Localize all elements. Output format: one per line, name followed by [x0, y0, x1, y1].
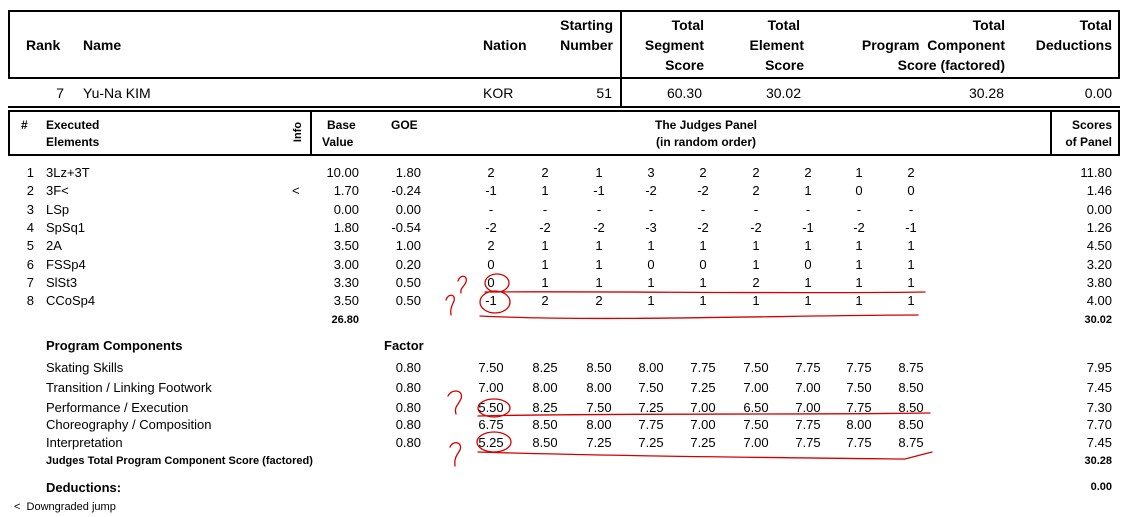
component-judge-score: 7.75 — [690, 360, 716, 375]
judge-score: 1 — [541, 183, 549, 199]
skater-deductions: 0.00 — [1084, 85, 1112, 101]
component-judge-score: 7.25 — [586, 435, 612, 450]
element-name: FSSp4 — [46, 256, 86, 272]
judge-score: 1 — [541, 256, 549, 272]
component-judge-score: 7.00 — [743, 380, 769, 395]
element-panel-score: 3.20 — [1086, 256, 1112, 272]
component-judge-score: 7.25 — [690, 435, 716, 450]
judge-score: 1 — [804, 238, 812, 254]
component-judge-score: 7.25 — [638, 400, 664, 415]
judge-score: 2 — [752, 165, 760, 180]
judge-score: 1 — [855, 165, 863, 180]
component-judge-score: 8.00 — [532, 380, 558, 395]
element-name: 3Lz+3T — [46, 165, 90, 180]
judge-score: - — [805, 201, 811, 217]
judge-score: - — [753, 201, 759, 217]
judge-score: 1 — [855, 256, 863, 272]
judge-score: 1 — [647, 274, 655, 290]
question-mark-2 — [446, 295, 454, 315]
judge-score: 2 — [907, 165, 915, 180]
component-judge-score: 8.50 — [898, 380, 924, 395]
element-base-value: 3.00 — [333, 256, 359, 272]
judge-score: 1 — [699, 274, 707, 290]
judge-score: 1 — [855, 293, 863, 309]
judge-score: 1 — [699, 238, 707, 254]
judge-score: 1 — [647, 238, 655, 254]
pcs-total-value: 30.28 — [1084, 455, 1112, 467]
tss-label-2: Segment — [644, 37, 704, 53]
skater-start-number: 51 — [596, 85, 612, 101]
component-score: 7.70 — [1086, 417, 1112, 432]
pcs-label-2: Program Component — [861, 37, 1005, 53]
element-goe: -0.24 — [391, 183, 421, 199]
element-goe: -0.54 — [391, 219, 421, 235]
component-factor: 0.80 — [395, 400, 421, 415]
question-mark-1 — [458, 276, 466, 293]
element-number: 3 — [26, 201, 34, 217]
judge-score: 1 — [541, 238, 549, 254]
judge-score: 3 — [647, 165, 655, 180]
element-number: 7 — [26, 274, 34, 290]
skater-tes: 30.02 — [765, 85, 801, 101]
elements-header-div-1 — [310, 110, 312, 156]
component-name: Performance / Execution — [46, 400, 189, 415]
tes-label-1: Total — [767, 17, 800, 33]
skater-pcs: 30.28 — [968, 85, 1004, 101]
judge-score: 1 — [595, 256, 603, 272]
judge-score: 1 — [595, 274, 603, 290]
component-judge-score: 7.50 — [586, 400, 612, 415]
elem-executed-label-1: Executed — [46, 118, 100, 132]
component-judge-score: 8.25 — [532, 360, 558, 375]
component-factor: 0.80 — [395, 435, 421, 450]
tss-label-1: Total — [671, 17, 704, 33]
component-judge-score: 8.50 — [586, 360, 612, 375]
question-mark-3 — [448, 391, 461, 414]
tss-label-3: Score — [665, 57, 704, 73]
judge-score: 2 — [487, 165, 495, 180]
judge-score: 1 — [595, 238, 603, 254]
judge-score: 1 — [541, 274, 549, 290]
scores-label-2: of Panel — [1065, 135, 1112, 149]
judge-score: 1 — [907, 274, 915, 290]
judge-score: - — [856, 201, 862, 217]
element-name: 3F< — [46, 183, 69, 199]
underline-annotation-2 — [480, 315, 918, 318]
element-base-value: 3.50 — [333, 238, 359, 254]
judge-score: 1 — [752, 256, 760, 272]
judge-score: 1 — [752, 238, 760, 254]
judge-score: 1 — [804, 293, 812, 309]
pcs-label-1: Total — [972, 17, 1005, 33]
component-judge-score: 7.75 — [846, 360, 872, 375]
judge-score: - — [596, 201, 602, 217]
judge-score: -2 — [539, 219, 551, 235]
component-judge-score: 8.00 — [846, 417, 872, 432]
pcs-total-label: Judges Total Program Component Score (factored) — [46, 455, 313, 467]
judge-score: - — [648, 201, 654, 217]
element-panel-score: 0.00 — [1086, 201, 1112, 217]
judge-score: -1 — [802, 219, 814, 235]
judge-score: 2 — [541, 165, 549, 180]
component-factor: 0.80 — [395, 417, 421, 432]
starting-label-2: Number — [560, 37, 613, 53]
component-judge-score: 7.00 — [690, 417, 716, 432]
element-number: 2 — [26, 183, 34, 199]
element-panel-score: 3.80 — [1086, 274, 1112, 290]
judge-score: -2 — [853, 219, 865, 235]
component-score: 7.45 — [1086, 435, 1112, 450]
element-info: < — [292, 183, 300, 199]
component-judge-score: 7.00 — [690, 400, 716, 415]
component-score: 7.95 — [1086, 360, 1112, 375]
judge-score: 0 — [855, 183, 863, 199]
component-factor: 0.80 — [395, 360, 421, 375]
component-name: Transition / Linking Footwork — [46, 380, 212, 395]
nation-label: Nation — [483, 37, 527, 53]
component-judge-score: 6.50 — [743, 400, 769, 415]
starting-label-1: Starting — [560, 17, 613, 33]
elements-header-div-2 — [1050, 110, 1052, 156]
element-goe: 0.20 — [395, 256, 421, 272]
component-judge-score: 8.75 — [898, 435, 924, 450]
component-name: Choreography / Composition — [46, 417, 212, 432]
component-judge-score: 8.75 — [898, 360, 924, 375]
element-goe: 1.00 — [395, 238, 421, 254]
judge-score: 1 — [855, 238, 863, 254]
elem-base-label-1: Base — [327, 118, 356, 132]
component-judge-score: 7.00 — [478, 380, 504, 395]
element-base-value: 1.70 — [333, 183, 359, 199]
judge-score: 1 — [699, 293, 707, 309]
component-score: 7.45 — [1086, 380, 1112, 395]
element-base-value: 1.80 — [333, 219, 359, 235]
judge-score: 2 — [699, 165, 707, 180]
judge-score: 2 — [487, 238, 495, 254]
ded-label-1: Total — [1079, 17, 1112, 33]
component-judge-score: 7.75 — [795, 417, 821, 432]
element-name: SlSt3 — [46, 274, 78, 290]
element-goe: 0.00 — [395, 201, 421, 217]
panel-label-1: The Judges Panel — [654, 118, 758, 132]
element-goe: 0.50 — [395, 293, 421, 309]
component-judge-score: 6.75 — [478, 417, 504, 432]
element-number: 4 — [26, 219, 34, 235]
tes-label-3: Score — [765, 57, 804, 73]
element-base-value: 10.00 — [326, 165, 359, 180]
element-panel-score: 4.00 — [1086, 293, 1112, 309]
judge-score: 0 — [647, 256, 655, 272]
component-judge-score: 7.50 — [478, 360, 504, 375]
judge-score: 1 — [907, 238, 915, 254]
deductions-value: 0.00 — [1090, 481, 1112, 493]
element-goe: 1.80 — [395, 165, 421, 180]
judge-score: 1 — [752, 293, 760, 309]
component-judge-score: 8.00 — [586, 417, 612, 432]
component-judge-score: 8.00 — [586, 380, 612, 395]
component-judge-score: 7.00 — [743, 435, 769, 450]
component-name: Skating Skills — [46, 360, 124, 375]
component-judge-score: 7.50 — [638, 380, 664, 395]
judge-score: 2 — [752, 183, 760, 199]
elem-executed-label-2: Elements — [46, 135, 100, 149]
component-judge-score: 8.50 — [898, 417, 924, 432]
component-factor: 0.80 — [395, 380, 421, 395]
components-label: Program Components — [46, 338, 183, 353]
judge-score: 1 — [595, 165, 603, 180]
elements-total-base: 26.80 — [331, 314, 359, 326]
judge-score: - — [488, 201, 494, 217]
component-judge-score: 7.50 — [846, 380, 872, 395]
element-number: 6 — [26, 256, 34, 272]
component-judge-score: 5.50 — [478, 400, 504, 415]
element-panel-score: 1.26 — [1086, 219, 1112, 235]
skater-tss: 60.30 — [666, 85, 702, 101]
judge-score: - — [542, 201, 548, 217]
component-name: Interpretation — [46, 435, 123, 450]
elem-info-label: Info — [292, 121, 305, 143]
judge-score: 0 — [487, 256, 495, 272]
judge-score: -1 — [905, 219, 917, 235]
element-number: 8 — [26, 293, 34, 309]
judge-score: 1 — [804, 274, 812, 290]
pcs-label-3: Score (factored) — [897, 57, 1005, 73]
judge-score: -2 — [645, 183, 657, 199]
element-panel-score: 1.46 — [1086, 183, 1112, 199]
judge-score: 2 — [752, 274, 760, 290]
component-judge-score: 7.50 — [743, 360, 769, 375]
component-judge-score: 7.25 — [638, 435, 664, 450]
component-judge-score: 5.25 — [478, 435, 504, 450]
judge-score: 0 — [804, 256, 812, 272]
deductions-label: Deductions: — [46, 480, 122, 495]
judge-score: 2 — [541, 293, 549, 309]
component-judge-score: 7.00 — [795, 400, 821, 415]
component-judge-score: 8.50 — [532, 435, 558, 450]
elements-header-box — [8, 110, 1120, 156]
elem-base-label-2: Value — [322, 135, 354, 149]
rank-label: Rank — [26, 37, 61, 53]
judge-score: -2 — [697, 219, 709, 235]
tes-label-2: Element — [749, 37, 804, 53]
skater-row-underline — [8, 106, 1120, 108]
component-judge-score: 8.00 — [638, 360, 664, 375]
component-judge-score: 8.25 — [532, 400, 558, 415]
components-factor-label: Factor — [384, 338, 424, 353]
component-judge-score: 8.50 — [898, 400, 924, 415]
underline-annotation-4 — [478, 452, 932, 459]
judge-score: 1 — [855, 274, 863, 290]
ded-label-2: Deductions — [1035, 37, 1112, 53]
panel-label-2: (in random order) — [655, 135, 756, 149]
name-label: Name — [83, 37, 122, 53]
judge-score: 0 — [487, 274, 495, 290]
judge-score: -3 — [645, 219, 657, 235]
component-judge-score: 8.50 — [532, 417, 558, 432]
judge-score: -1 — [593, 183, 605, 199]
skater-rank: 7 — [56, 85, 64, 101]
component-judge-score: 7.75 — [638, 417, 664, 432]
elements-total-score: 30.02 — [1084, 314, 1112, 326]
component-judge-score: 7.25 — [690, 380, 716, 395]
component-judge-score: 7.75 — [846, 435, 872, 450]
judge-score: - — [908, 201, 914, 217]
element-name: CCoSp4 — [46, 293, 96, 309]
judge-score: 1 — [804, 183, 812, 199]
element-goe: 0.50 — [395, 274, 421, 290]
judge-score: -1 — [485, 183, 497, 199]
judge-score: -2 — [485, 219, 497, 235]
judge-score: 0 — [699, 256, 707, 272]
judge-score: - — [700, 201, 706, 217]
judge-score: -2 — [697, 183, 709, 199]
element-name: LSp — [46, 201, 70, 217]
element-base-value: 0.00 — [333, 201, 359, 217]
judge-score: 1 — [647, 293, 655, 309]
element-base-value: 3.50 — [333, 293, 359, 309]
judge-score: 1 — [907, 293, 915, 309]
element-panel-score: 4.50 — [1086, 238, 1112, 254]
judge-score: 0 — [907, 183, 915, 199]
element-base-value: 3.30 — [333, 274, 359, 290]
component-judge-score: 7.75 — [795, 360, 821, 375]
element-number: 1 — [26, 165, 34, 180]
skater-nation: KOR — [483, 85, 514, 101]
element-number: 5 — [26, 238, 34, 254]
component-judge-score: 7.00 — [795, 380, 821, 395]
element-name: 2A — [46, 238, 62, 254]
judge-score: 2 — [804, 165, 812, 180]
judge-score: 1 — [907, 256, 915, 272]
skater-name: Yu-Na KIM — [83, 85, 151, 101]
component-judge-score: 7.75 — [795, 435, 821, 450]
legend-downgraded: < Downgraded jump — [14, 501, 116, 513]
element-name: SpSq1 — [46, 219, 86, 235]
component-score: 7.30 — [1086, 400, 1112, 415]
judge-score: 2 — [595, 293, 603, 309]
elem-num-label: # — [21, 118, 28, 132]
component-judge-score: 7.75 — [846, 400, 872, 415]
scores-label-1: Scores — [1071, 118, 1112, 132]
elem-goe-label: GOE — [391, 118, 418, 132]
component-judge-score: 7.50 — [743, 417, 769, 432]
judge-score: -1 — [485, 293, 497, 309]
judge-score: -2 — [593, 219, 605, 235]
element-panel-score: 11.80 — [1080, 165, 1112, 180]
question-mark-4 — [450, 443, 461, 466]
judge-score: -2 — [750, 219, 762, 235]
